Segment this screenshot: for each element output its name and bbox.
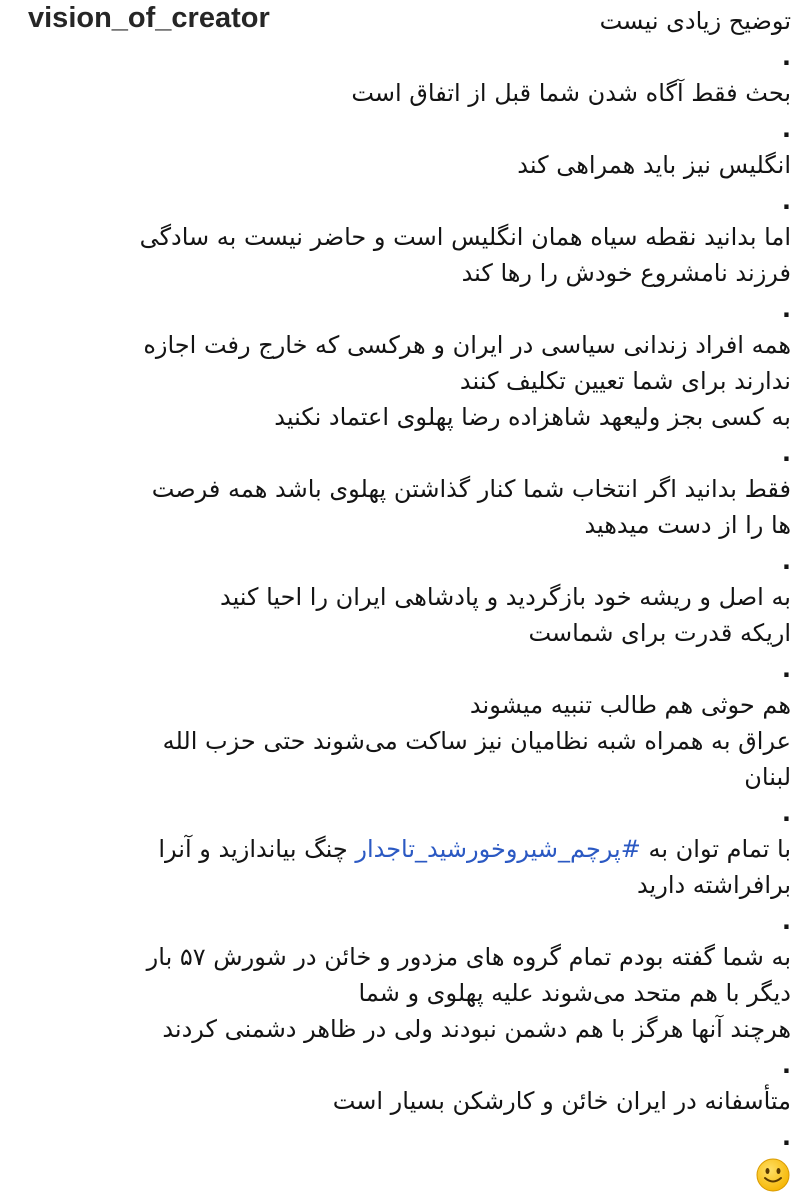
caption-line: به کسی بجز ولیعهد شاهزاده رضا پهلوی اعتماد نکنید xyxy=(274,403,791,431)
caption-line: عراق به همراه شبه نظامیان نیز ساکت می‌شوند حتی حزب الله xyxy=(162,727,791,755)
smiling-face-icon xyxy=(755,1157,791,1193)
dot-separator: . xyxy=(781,547,791,575)
caption-line: فرزند نامشروع خودش را رها کند xyxy=(461,259,791,287)
caption-line: لبنان xyxy=(744,763,791,791)
hashtag-link[interactable]: #پرچم_شیروخورشید_تاجدار xyxy=(355,835,641,863)
dot-separator: . xyxy=(781,1123,791,1151)
caption-line: به شما گفته بودم تمام گروه های مزدور و خائن در شورش ۵۷ بار xyxy=(146,943,791,971)
caption-text: چنگ بیاندازید و آنرا xyxy=(158,835,356,863)
caption-line: دیگر با هم متحد می‌شوند علیه پهلوی و شما xyxy=(358,979,791,1007)
caption-line: توضیح زیادی نیست xyxy=(599,7,791,35)
dot-separator: . xyxy=(781,115,791,143)
caption-line: برافراشته دارید xyxy=(636,871,791,899)
caption-line: همه افراد زندانی سیاسی در ایران و هرکسی که خارج رفت اجازه xyxy=(143,331,791,359)
caption-line: ها را از دست میدهید xyxy=(584,511,791,539)
caption-line: ندارند برای شما تعیین تکلیف کنند xyxy=(459,367,791,395)
caption-line-with-hashtag xyxy=(16,831,791,867)
caption-line: هرچند آنها هرگز با هم دشمن نبودند ولی در ظاهر دشمنی کردند xyxy=(162,1015,791,1043)
dot-separator: . xyxy=(781,43,791,71)
username[interactable]: vision_of_creator xyxy=(28,2,270,34)
caption-text: با تمام توان به xyxy=(640,835,791,863)
dot-separator: . xyxy=(781,439,791,467)
caption-line: اریکه قدرت برای شماست xyxy=(528,619,791,647)
caption-line: به اصل و ریشه خود بازگردید و پادشاهی ایران را احیا کنید xyxy=(219,583,791,611)
caption-line: هم حوثی هم طالب تنبیه میشوند xyxy=(469,691,791,719)
dot-separator: . xyxy=(781,187,791,215)
caption-line: بحث فقط آگاه شدن شما قبل از اتفاق است xyxy=(351,79,791,107)
dot-separator: . xyxy=(781,1051,791,1079)
post-caption xyxy=(16,3,791,1193)
dot-separator: . xyxy=(781,799,791,827)
dot-separator: . xyxy=(781,655,791,683)
caption-line: انگلیس نیز باید همراهی کند xyxy=(517,151,791,179)
caption-line: فقط بدانید اگر انتخاب شما کنار گذاشتن پهلوی باشد همه فرصت xyxy=(151,475,791,503)
caption-line: متأسفانه در ایران خائن و کارشکن بسیار است xyxy=(332,1087,791,1115)
dot-separator: . xyxy=(781,295,791,323)
dot-separator: . xyxy=(781,907,791,935)
caption-line: اما بدانید نقطه سیاه همان انگلیس است و حاضر نیست به سادگی xyxy=(139,223,791,251)
